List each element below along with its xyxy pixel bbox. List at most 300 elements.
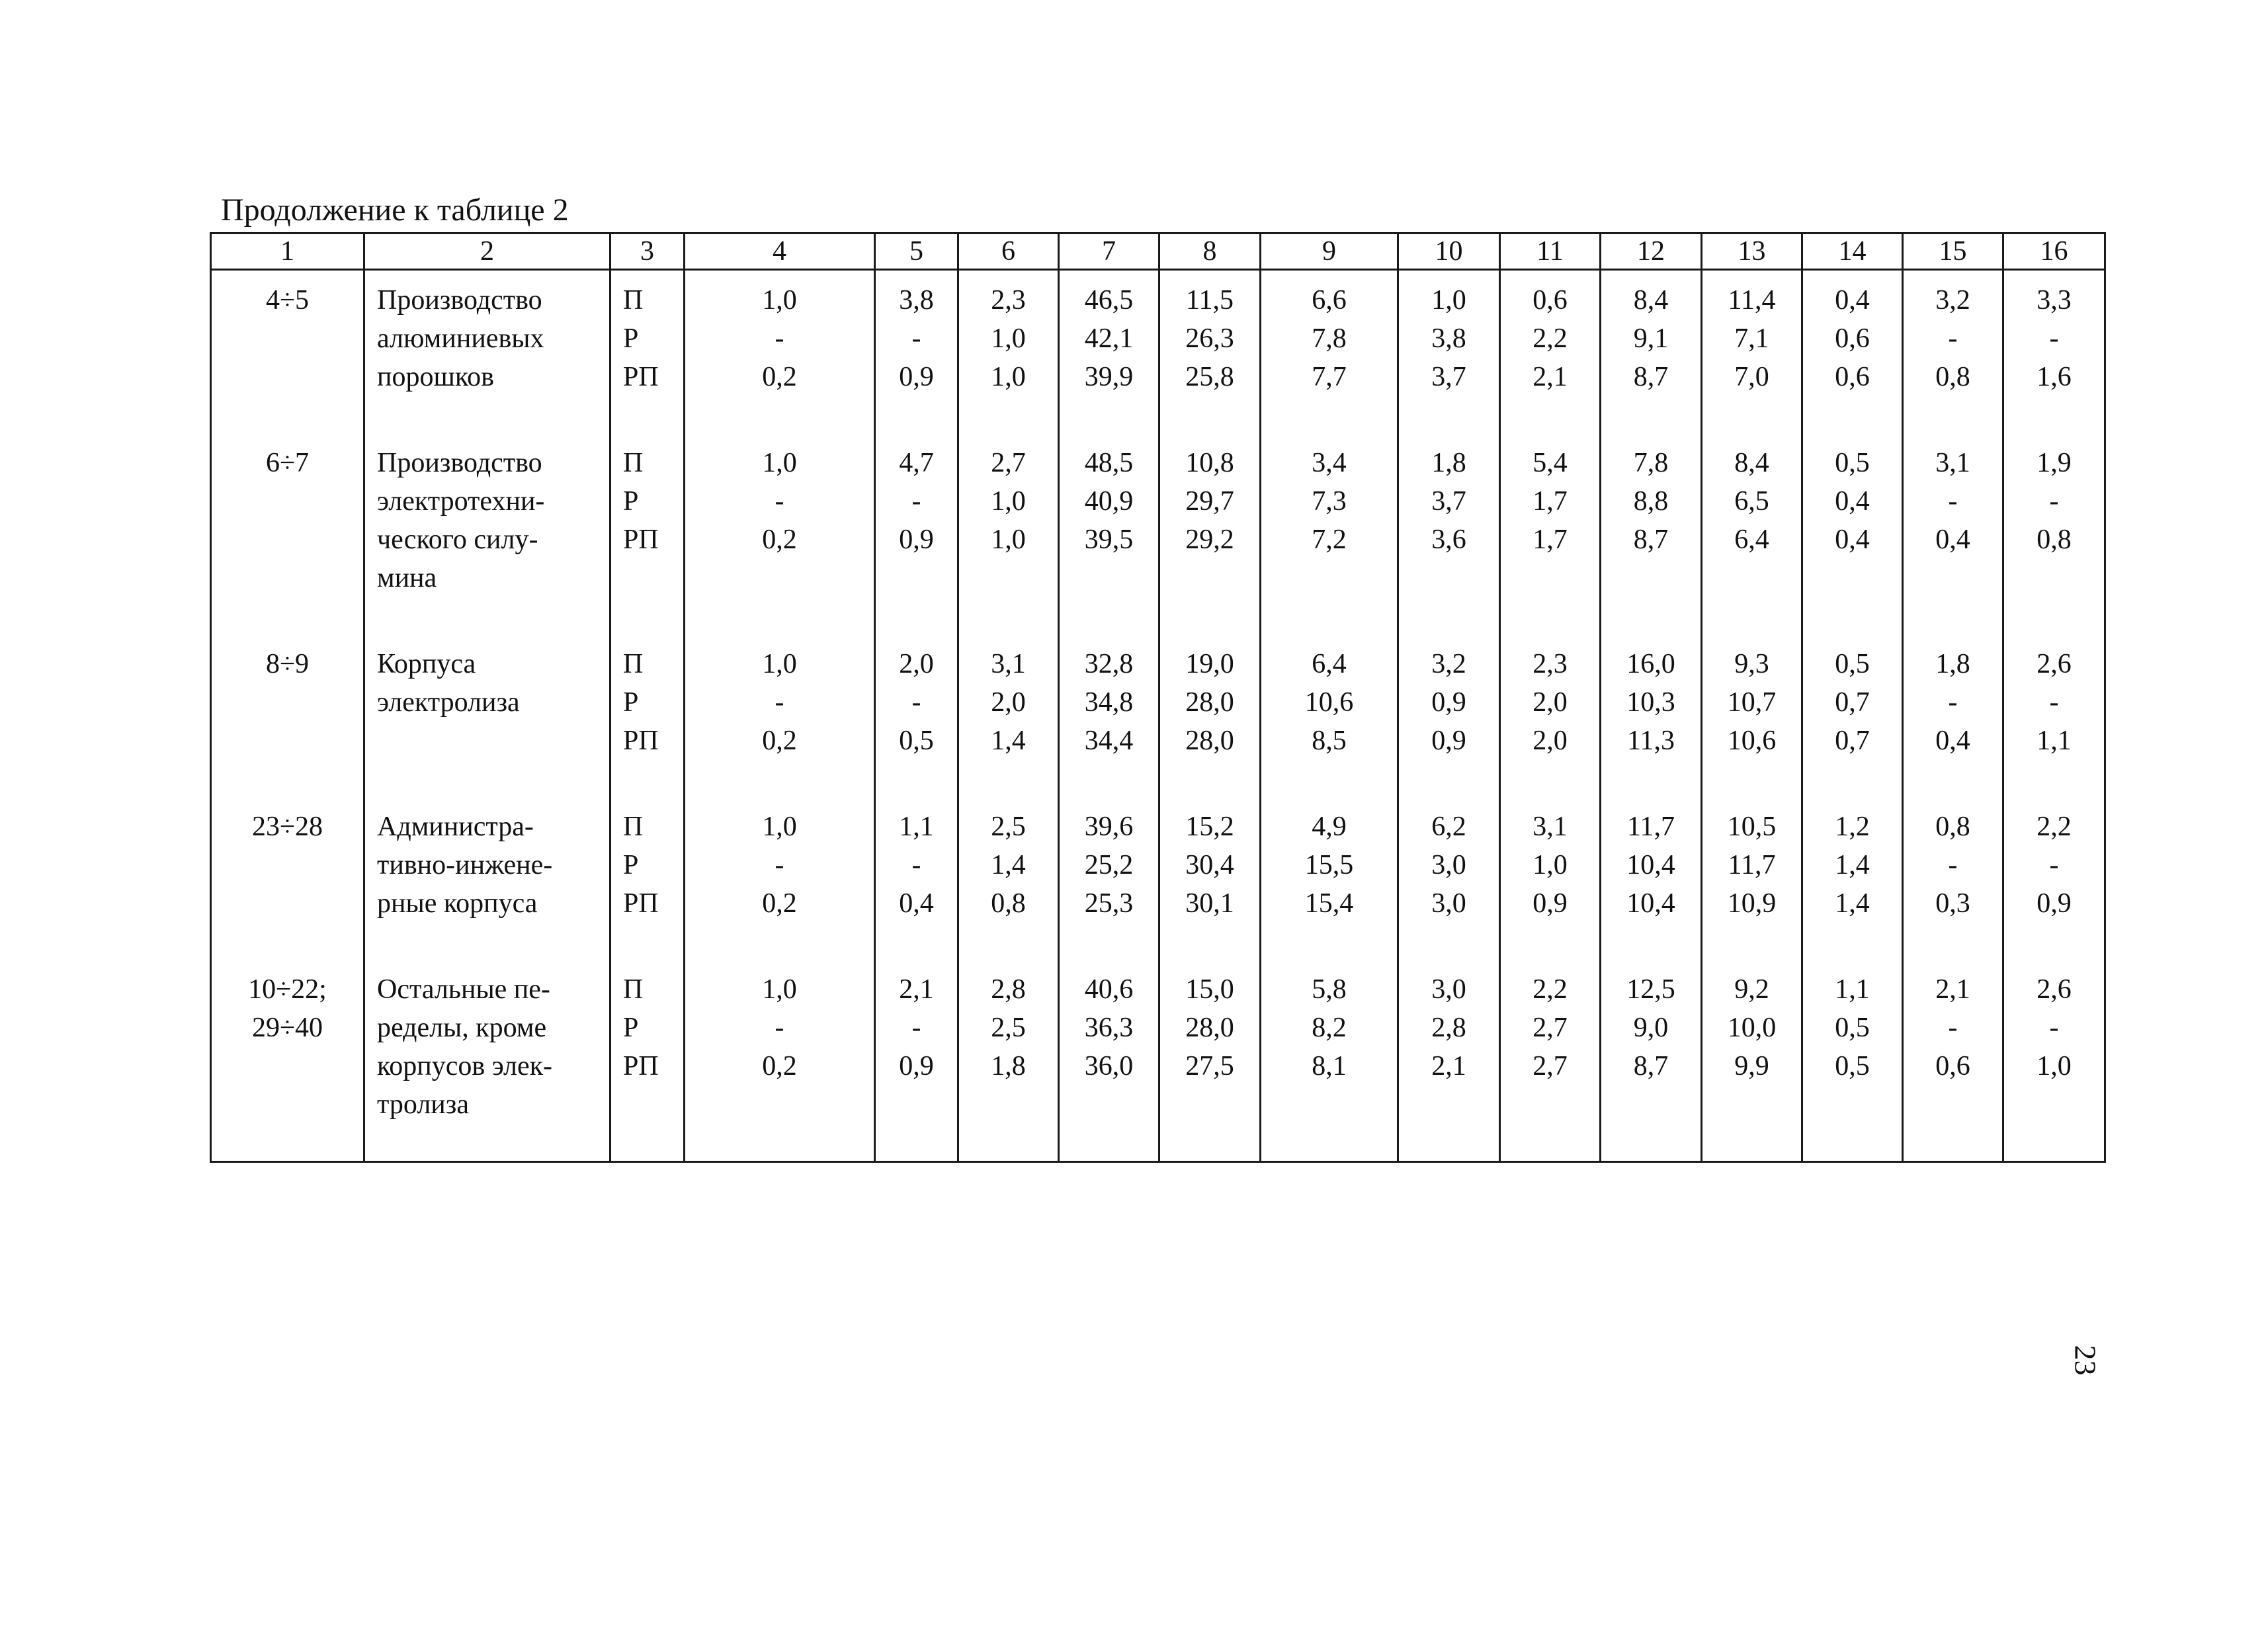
value-cell [1398, 634, 1500, 797]
value-cell [1159, 634, 1261, 797]
cell-value: 0,8 [2037, 525, 2072, 555]
cell-value: 0,7 [1835, 687, 1870, 718]
cell-value: 0,9 [1431, 726, 1466, 756]
cell-value: 16,0 [1626, 649, 1675, 679]
cell-value: - [775, 323, 784, 354]
cell-value: 1,8 [1431, 448, 1466, 478]
column-header: 3 [610, 233, 685, 270]
cell-value: 7,3 [1312, 486, 1347, 517]
value-cell [1159, 433, 1261, 634]
cell-value: 0,6 [1835, 323, 1870, 354]
value-cell [1500, 634, 1601, 797]
cell-value: - [1948, 323, 1958, 354]
cell-text: алюминиевых [377, 323, 544, 354]
cell-value: 1,1 [2037, 726, 2072, 756]
cell-value: 2,3 [991, 285, 1026, 316]
cell-value: 11,3 [1627, 726, 1675, 756]
cell-value: 2,0 [991, 687, 1026, 718]
column-header: 5 [875, 233, 958, 270]
cell-value: - [911, 323, 921, 354]
value-cell [1601, 433, 1702, 634]
cell-value: 1,0 [762, 812, 797, 842]
section-id-cell [211, 960, 364, 1162]
value-cell [1398, 797, 1500, 960]
value-cell [958, 797, 1059, 960]
column-header: 1 [211, 233, 364, 270]
cell-value: 7,0 [1734, 362, 1769, 392]
cell-text: П [623, 812, 644, 842]
value-cell [1702, 797, 1802, 960]
cell-value: - [775, 1013, 784, 1043]
value-cell [1802, 270, 1903, 434]
cell-text: 29÷40 [251, 1013, 323, 1043]
cell-value: 0,4 [1835, 285, 1870, 316]
cell-value: 11,5 [1186, 285, 1234, 316]
cell-value: - [2049, 850, 2059, 880]
cell-text: Производство [377, 285, 542, 316]
cell-value: 28,0 [1185, 687, 1234, 718]
cell-value: 8,7 [1633, 525, 1669, 555]
cell-value: 1,4 [1835, 850, 1870, 880]
cell-value: 1,0 [2037, 1051, 2072, 1081]
cell-value: 0,4 [1835, 486, 1870, 517]
cell-value: 36,3 [1084, 1013, 1134, 1043]
cell-text: Р [623, 1013, 639, 1043]
cell-text: 10÷22; [248, 974, 327, 1005]
value-cell [1802, 960, 1903, 1162]
cell-value: 2,2 [1533, 323, 1568, 354]
cell-value: 8,2 [1312, 1013, 1347, 1043]
cell-text: Производство [377, 448, 542, 478]
cell-value: 2,8 [1431, 1013, 1466, 1043]
cell-value: 30,1 [1185, 888, 1234, 919]
cell-value: 39,9 [1084, 362, 1134, 392]
value-cell [1702, 433, 1802, 634]
value-cell [875, 270, 958, 434]
column-header: 11 [1500, 233, 1601, 270]
value-cell [875, 797, 958, 960]
cell-value: 6,2 [1431, 812, 1466, 842]
table-row [211, 634, 2105, 797]
cell-value: 7,2 [1312, 525, 1347, 555]
cell-value: - [775, 687, 784, 718]
cell-value: 7,1 [1734, 323, 1769, 354]
cell-value: 28,0 [1185, 726, 1234, 756]
cell-value: 1,0 [991, 323, 1026, 354]
value-cell [685, 433, 875, 634]
type-cell [610, 797, 685, 960]
value-cell [2003, 433, 2105, 634]
cell-value: 1,8 [1935, 649, 1970, 679]
cell-value: 27,5 [1185, 1051, 1234, 1081]
section-id-cell [211, 797, 364, 960]
cell-value: 0,2 [762, 1051, 797, 1081]
value-cell [1159, 960, 1261, 1162]
value-cell [685, 634, 875, 797]
cell-value: - [2049, 323, 2059, 354]
cell-value: 9,0 [1633, 1013, 1669, 1043]
cell-value: - [911, 687, 921, 718]
cell-value: 0,4 [1835, 525, 1870, 555]
cell-value: 8,7 [1633, 1051, 1669, 1081]
cell-value: 0,9 [1431, 687, 1466, 718]
value-cell [1159, 797, 1261, 960]
cell-value: 2,6 [2037, 974, 2072, 1005]
cell-value: 2,7 [1533, 1013, 1568, 1043]
cell-text: рные корпуса [377, 888, 538, 919]
value-cell [1802, 634, 1903, 797]
cell-value: 0,6 [1835, 362, 1870, 392]
value-cell [1500, 270, 1601, 434]
cell-value: 2,1 [899, 974, 934, 1005]
section-name-cell [364, 960, 610, 1162]
cell-value: 1,1 [1835, 974, 1870, 1005]
cell-value: 12,5 [1626, 974, 1675, 1005]
cell-value: 1,2 [1835, 812, 1870, 842]
cell-value: 1,4 [991, 850, 1026, 880]
cell-value: 25,8 [1185, 362, 1234, 392]
cell-value: 3,8 [899, 285, 934, 316]
cell-value: 2,7 [1533, 1051, 1568, 1081]
cell-text: П [623, 448, 644, 478]
cell-value: - [1948, 687, 1958, 718]
type-cell [610, 634, 685, 797]
section-name-cell [364, 634, 610, 797]
cell-value: 10,4 [1626, 850, 1675, 880]
value-cell [1500, 433, 1601, 634]
column-header: 10 [1398, 233, 1500, 270]
value-cell [1398, 270, 1500, 434]
cell-value: 0,2 [762, 726, 797, 756]
cell-value: 39,5 [1084, 525, 1134, 555]
cell-value: 3,0 [1431, 850, 1466, 880]
cell-text: РП [623, 1051, 659, 1081]
value-cell [1903, 960, 2003, 1162]
cell-value: 1,8 [991, 1051, 1026, 1081]
cell-value: 10,8 [1185, 448, 1234, 478]
cell-value: 3,0 [1431, 974, 1466, 1005]
value-cell [875, 960, 958, 1162]
cell-value: 1,0 [991, 525, 1026, 555]
cell-value: 42,1 [1084, 323, 1134, 354]
cell-value: 0,9 [2037, 888, 2072, 919]
cell-value: 1,1 [899, 812, 934, 842]
cell-value: 29,7 [1185, 486, 1234, 517]
cell-value: 1,0 [762, 285, 797, 316]
column-header: 2 [364, 233, 610, 270]
cell-value: 6,4 [1312, 649, 1347, 679]
column-header: 13 [1702, 233, 1802, 270]
cell-value: 2,1 [1431, 1051, 1466, 1081]
cell-value: 7,7 [1312, 362, 1347, 392]
cell-value: 25,3 [1084, 888, 1134, 919]
cell-text: электролиза [377, 687, 520, 718]
cell-text: П [623, 649, 644, 679]
cell-value: 0,2 [762, 888, 797, 919]
cell-value: - [2049, 486, 2059, 517]
cell-value: 1,7 [1533, 525, 1568, 555]
cell-value: 32,8 [1084, 649, 1134, 679]
cell-value: 10,0 [1727, 1013, 1777, 1043]
cell-value: - [911, 486, 921, 517]
cell-text: РП [623, 362, 659, 392]
cell-value: 3,0 [1431, 888, 1466, 919]
table-row [211, 960, 2105, 1162]
cell-value: 8,1 [1312, 1051, 1347, 1081]
cell-value: 9,1 [1633, 323, 1669, 354]
cell-value: 0,9 [899, 1051, 934, 1081]
cell-value: 1,0 [991, 362, 1026, 392]
cell-value: 1,0 [1431, 285, 1466, 316]
header-row [211, 233, 2105, 270]
page-number: 23 [2068, 1345, 2103, 1376]
cell-value: - [911, 1013, 921, 1043]
value-cell [1802, 797, 1903, 960]
cell-value: 3,4 [1312, 448, 1347, 478]
column-header: 9 [1261, 233, 1398, 270]
cell-value: 2,0 [1533, 687, 1568, 718]
section-id-cell [211, 433, 364, 634]
cell-value: 2,2 [1533, 974, 1568, 1005]
cell-value: 0,3 [1935, 888, 1970, 919]
column-header: 15 [1903, 233, 2003, 270]
cell-value: 0,4 [1935, 525, 1970, 555]
cell-value: 3,3 [2037, 285, 2072, 316]
cell-value: - [1948, 486, 1958, 517]
value-cell [1261, 634, 1398, 797]
cell-value: 0,4 [1935, 726, 1970, 756]
cell-value: 1,7 [1533, 486, 1568, 517]
value-cell [1903, 270, 2003, 434]
cell-text: РП [623, 888, 659, 919]
column-header: 16 [2003, 233, 2105, 270]
cell-value: 2,0 [899, 649, 934, 679]
value-cell [958, 270, 1059, 434]
cell-value: 1,9 [2037, 448, 2072, 478]
value-cell [875, 433, 958, 634]
cell-value: 15,2 [1185, 812, 1234, 842]
cell-value: 5,4 [1533, 448, 1568, 478]
cell-text: тролиза [377, 1089, 469, 1120]
cell-value: 34,8 [1084, 687, 1134, 718]
cell-text: 8÷9 [265, 649, 310, 679]
table-caption: Продолжение к таблице 2 [221, 192, 569, 228]
cell-value: 3,6 [1431, 525, 1466, 555]
cell-value: 11,7 [1728, 850, 1776, 880]
cell-value: 0,7 [1835, 726, 1870, 756]
value-cell [1500, 960, 1601, 1162]
cell-text: корпусов элек- [377, 1051, 552, 1081]
cell-value: 11,7 [1627, 812, 1675, 842]
cell-value: 2,0 [1533, 726, 1568, 756]
cell-value: 10,7 [1727, 687, 1777, 718]
cell-value: 2,3 [1533, 649, 1568, 679]
cell-value: - [775, 486, 784, 517]
cell-value: 0,5 [1835, 448, 1870, 478]
cell-text: Администра- [377, 812, 534, 842]
cell-value: 3,1 [991, 649, 1026, 679]
value-cell [1601, 960, 1702, 1162]
value-cell [1903, 433, 2003, 634]
cell-value: 3,7 [1431, 362, 1466, 392]
value-cell [2003, 270, 2105, 434]
value-cell [1059, 960, 1159, 1162]
table-row [211, 797, 2105, 960]
cell-value: 8,8 [1633, 486, 1669, 517]
cell-value: 0,9 [899, 525, 934, 555]
cell-value: 1,0 [991, 486, 1026, 517]
cell-value: - [1948, 850, 1958, 880]
section-id-cell [211, 270, 364, 434]
cell-value: 2,7 [991, 448, 1026, 478]
cell-value: 0,8 [991, 888, 1026, 919]
value-cell [1601, 270, 1702, 434]
cell-value: 7,8 [1312, 323, 1347, 354]
value-cell [1398, 433, 1500, 634]
cell-value: 1,0 [762, 649, 797, 679]
cell-value: 46,5 [1084, 285, 1134, 316]
cell-value: 1,0 [762, 448, 797, 478]
cell-text: РП [623, 525, 659, 555]
cell-value: 11,4 [1728, 285, 1776, 316]
value-cell [958, 433, 1059, 634]
cell-value: 4,7 [899, 448, 934, 478]
cell-value: 10,4 [1626, 888, 1675, 919]
cell-value: 10,3 [1626, 687, 1675, 718]
value-cell [1702, 960, 1802, 1162]
cell-value: 2,6 [2037, 649, 2072, 679]
cell-value: 26,3 [1185, 323, 1234, 354]
cell-value: 9,3 [1734, 649, 1769, 679]
cell-value: 8,5 [1312, 726, 1347, 756]
cell-text: ределы, кроме [377, 1013, 547, 1043]
value-cell [685, 270, 875, 434]
cell-text: ческого силу- [377, 525, 538, 555]
cell-value: 0,6 [1935, 1051, 1970, 1081]
cell-text: 23÷28 [251, 812, 323, 842]
value-cell [2003, 960, 2105, 1162]
cell-value: 3,2 [1431, 649, 1466, 679]
cell-value: - [1948, 1013, 1958, 1043]
cell-value: 0,5 [1835, 1013, 1870, 1043]
cell-value: 15,0 [1185, 974, 1234, 1005]
cell-value: 0,5 [1835, 1051, 1870, 1081]
cell-value: 3,1 [1533, 812, 1568, 842]
cell-value: 0,5 [899, 726, 934, 756]
cell-value: 3,1 [1935, 448, 1970, 478]
type-cell [610, 433, 685, 634]
column-header: 12 [1601, 233, 1702, 270]
value-cell [685, 797, 875, 960]
cell-value: 10,6 [1304, 687, 1354, 718]
cell-value: 15,5 [1304, 850, 1354, 880]
cell-value: 2,5 [991, 812, 1026, 842]
cell-text: Р [623, 323, 639, 354]
cell-value: 40,6 [1084, 974, 1134, 1005]
value-cell [1702, 270, 1802, 434]
column-header: 14 [1802, 233, 1903, 270]
value-cell [1261, 797, 1398, 960]
type-cell [610, 960, 685, 1162]
value-cell [1059, 634, 1159, 797]
value-cell [958, 634, 1059, 797]
cell-text: П [623, 285, 644, 316]
value-cell [1059, 797, 1159, 960]
cell-value: 9,9 [1734, 1051, 1769, 1081]
cell-value: 2,5 [991, 1013, 1026, 1043]
cell-value: 1,4 [991, 726, 1026, 756]
cell-value: 36,0 [1084, 1051, 1134, 1081]
cell-value: 39,6 [1084, 812, 1134, 842]
cell-value: 19,0 [1185, 649, 1234, 679]
value-cell [958, 960, 1059, 1162]
cell-value: 2,2 [2037, 812, 2072, 842]
column-header: 8 [1159, 233, 1261, 270]
cell-value: 8,7 [1633, 362, 1669, 392]
cell-value: 0,9 [899, 362, 934, 392]
cell-value: 0,4 [899, 888, 934, 919]
cell-value: 4,9 [1312, 812, 1347, 842]
cell-value: 10,5 [1727, 812, 1777, 842]
cell-value: 40,9 [1084, 486, 1134, 517]
cell-text: Остальные пе- [377, 974, 550, 1005]
data-table [210, 232, 2106, 1163]
cell-value: 28,0 [1185, 1013, 1234, 1043]
value-cell [1802, 433, 1903, 634]
cell-value: 6,6 [1312, 285, 1347, 316]
cell-text: 4÷5 [265, 285, 310, 316]
cell-text: электротехни- [377, 486, 545, 517]
value-cell [1159, 270, 1261, 434]
value-cell [1903, 797, 2003, 960]
cell-value: 1,6 [2037, 362, 2072, 392]
cell-value: 29,2 [1185, 525, 1234, 555]
cell-value: 1,4 [1835, 888, 1870, 919]
section-name-cell [364, 433, 610, 634]
table-row [211, 270, 2105, 434]
cell-value: 10,9 [1727, 888, 1777, 919]
value-cell [1059, 433, 1159, 634]
cell-value: 5,8 [1312, 974, 1347, 1005]
cell-value: 0,2 [762, 525, 797, 555]
cell-value: 0,2 [762, 362, 797, 392]
column-header: 4 [685, 233, 875, 270]
value-cell [2003, 797, 2105, 960]
cell-text: порошков [377, 362, 494, 392]
cell-text: Р [623, 687, 639, 718]
value-cell [1059, 270, 1159, 434]
cell-value: 6,4 [1734, 525, 1769, 555]
cell-value: 0,9 [1533, 888, 1568, 919]
cell-value: 0,5 [1835, 649, 1870, 679]
cell-value: - [2049, 1013, 2059, 1043]
cell-value: 3,7 [1431, 486, 1466, 517]
cell-value: 0,8 [1935, 812, 1970, 842]
type-cell [610, 270, 685, 434]
cell-value: 3,2 [1935, 285, 1970, 316]
table-row [211, 433, 2105, 634]
value-cell [685, 960, 875, 1162]
value-cell [1261, 433, 1398, 634]
value-cell [1903, 634, 2003, 797]
cell-value: 2,1 [1533, 362, 1568, 392]
value-cell [1702, 634, 1802, 797]
cell-value: 8,4 [1734, 448, 1769, 478]
cell-value: 48,5 [1084, 448, 1134, 478]
value-cell [1261, 270, 1398, 434]
cell-text: Корпуса [377, 649, 476, 679]
value-cell [875, 634, 958, 797]
